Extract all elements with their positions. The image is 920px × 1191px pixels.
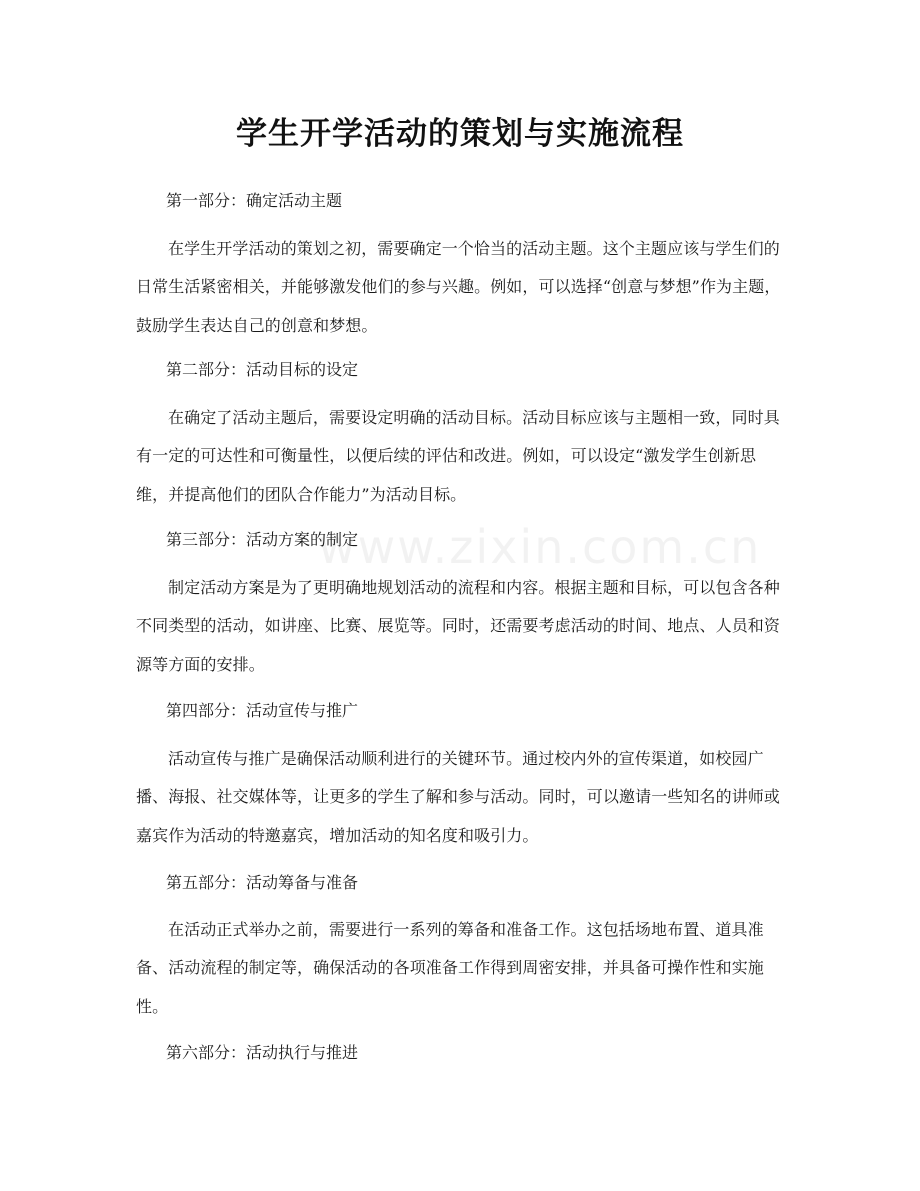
section-heading-5: 第五部分：活动筹备与准备 bbox=[166, 873, 359, 892]
section-paragraph-4: 活动宣传与推广是确保活动顺利进行的关键环节。通过校内外的宣传渠道，如校园广播、海报、社交媒体等，让更多的学生了解和参与活动。同时，可以邀请一些知名的讲师或嘉宾作为活动的特邀嘉宾，增加活动的知名度和吸引力。 bbox=[136, 749, 781, 845]
section-paragraph-1: 在学生开学活动的策划之初，需要确定一个恰当的活动主题。这个主题应该与学生们的日常生活紧密相关，并能够激发他们的参与兴趣。例如，可以选择“创意与梦想”作为主题，鼓励学生表达自己的创意和梦想。 bbox=[136, 239, 781, 335]
section-heading-1: 第一部分：确定活动主题 bbox=[166, 191, 343, 210]
section-paragraph-3: 制定活动方案是为了更明确地规划活动的流程和内容。根据主题和目标，可以包含各种不同类型的活动，如讲座、比赛、展览等。同时，还需要考虑活动的时间、地点、人员和资源等方面的安排。 bbox=[136, 578, 781, 674]
section-heading-2: 第二部分：活动目标的设定 bbox=[166, 360, 359, 379]
section-heading-6: 第六部分：活动执行与推进 bbox=[166, 1043, 359, 1062]
section-heading-4: 第四部分：活动宣传与推广 bbox=[166, 701, 359, 720]
section-heading-3: 第三部分：活动方案的制定 bbox=[166, 530, 359, 549]
section-paragraph-2: 在确定了活动主题后，需要设定明确的活动目标。活动目标应该与主题相一致，同时具有一定的可达性和可衡量性，以便后续的评估和改进。例如，可以设定“激发学生创新思维，并提高他们的团队合作能力”为活动目标。 bbox=[136, 408, 780, 504]
page-title: 学生开学活动的策划与实施流程 bbox=[236, 116, 684, 152]
watermark: www.zixin.com.cn bbox=[318, 520, 762, 574]
section-paragraph-5: 在活动正式举办之前，需要进行一系列的筹备和准备工作。这包括场地布置、道具准备、活动流程的制定等，确保活动的各项准备工作得到周密安排，并具备可操作性和实施性。 bbox=[136, 920, 764, 1016]
